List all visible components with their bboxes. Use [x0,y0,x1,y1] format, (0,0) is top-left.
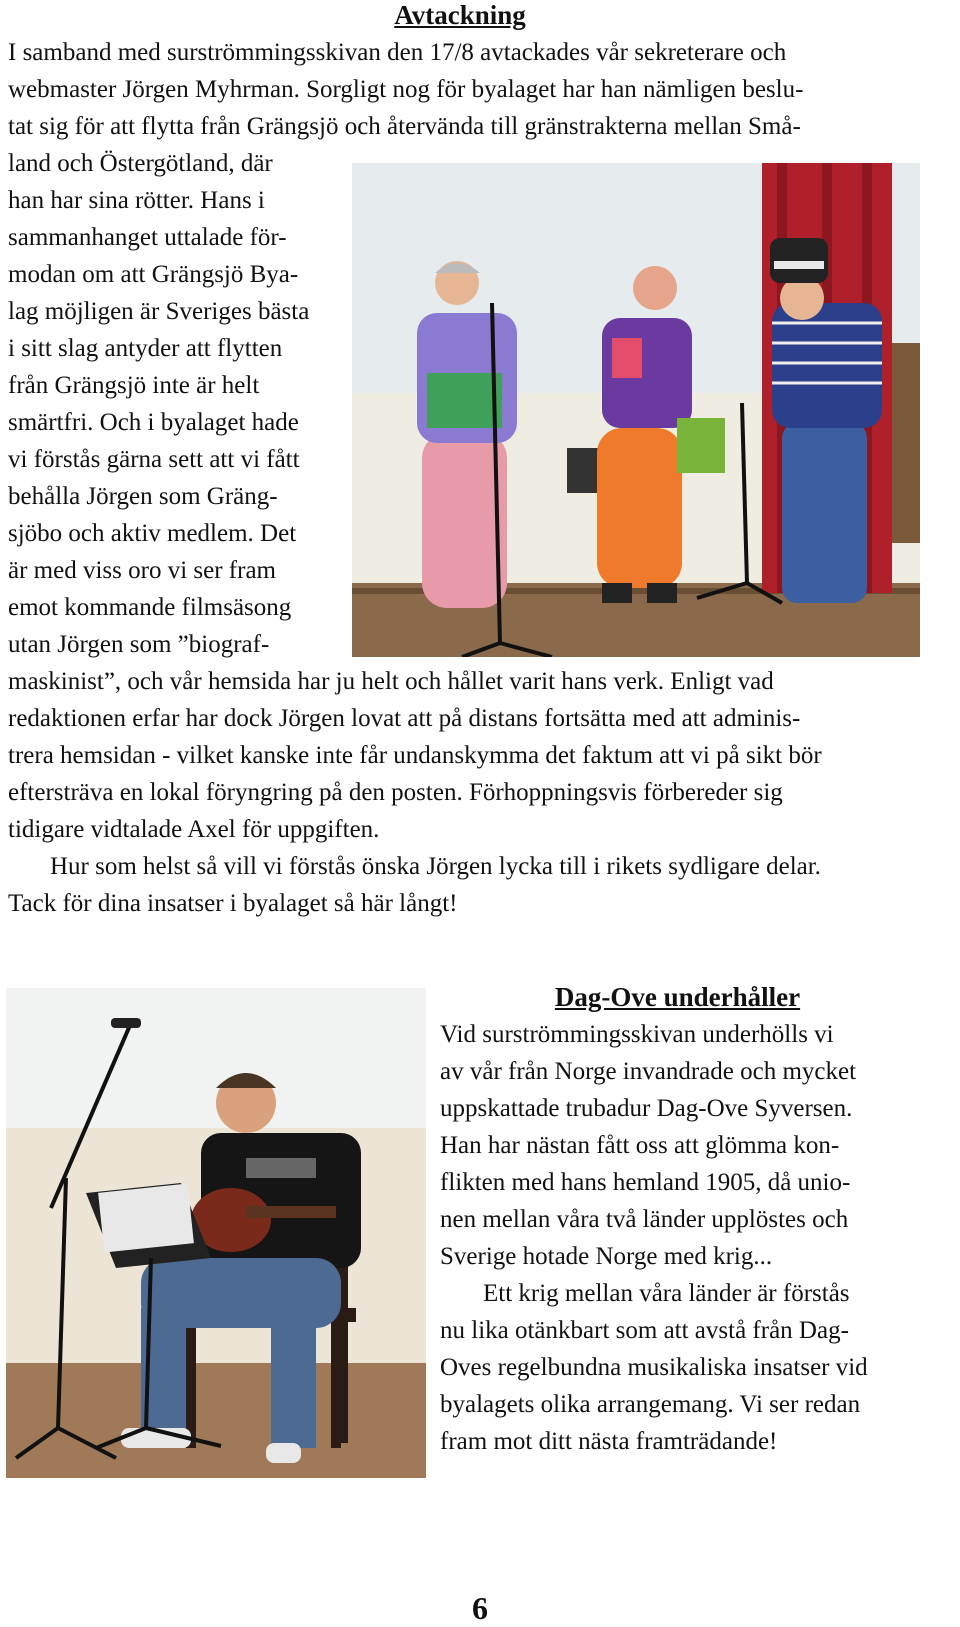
text-line: vi förstås gärna sett att vi fått [8,446,300,473]
text-line: nen mellan våra två länder upplöstes och [440,1206,849,1233]
text-line: tidigare vidtalade Axel för uppgiften. [8,816,380,843]
text-line: smärtfri. Och i byalaget hade [8,409,299,436]
text-line: från Grängsjö inte är helt [8,372,260,399]
photo-stage-farewell [352,163,920,657]
text-line: av vår från Norge invandrade och mycket [440,1058,857,1085]
text-line: i sitt slag antyder att flytten [8,335,283,362]
text-line: eftersträva en lokal föryngring på den posten. Förhoppningsvis förbereder sig [8,779,783,806]
page-number: 6 [472,1590,488,1626]
text-line: fram mot ditt nästa framträdande! [440,1428,778,1455]
text-line: flikten med hans hemland 1905, då unio- [440,1169,851,1196]
text-line: trera hemsidan - vilket kanske inte får undanskymma det faktum att vi på sikt bör [8,742,822,769]
text-line: sjöbo och aktiv medlem. Det [8,520,297,547]
text-line: han har sina rötter. Hans i [8,187,265,214]
text-line: Vid surströmmingsskivan underhölls vi [440,1021,834,1048]
text-line: tat sig för att flytta från Grängsjö och återvända till gränstrakterna mellan Små- [8,113,801,140]
text-line: maskinist”, och vår hemsida har ju helt och hållet varit hans verk. Enligt vad [8,668,774,695]
text-line: I samband med surströmmingsskivan den 17/8 avtackades vår sekreterare och [8,39,787,66]
article-title-avtackning: Avtackning [394,0,526,30]
text-line: Sverige hotade Norge med krig... [440,1243,773,1270]
text-line: Oves regelbundna musikaliska insatser vid [440,1354,868,1381]
text-line: land och Östergötland, där [8,150,273,177]
text-line: redaktionen erfar har dock Jörgen lovat att på distans fortsätta med att adminis- [8,705,801,732]
text-line: nu lika otänkbart som att avstå från Dag- [440,1317,849,1344]
text-line: Ett krig mellan våra länder är förstås [483,1280,850,1307]
text-line: behålla Jörgen som Gräng- [8,483,278,510]
text-line: modan om att Grängsjö Bya- [8,261,299,288]
photo-guitarist [6,988,426,1478]
text-line: webmaster Jörgen Myhrman. Sorgligt nog för byalaget har han nämligen beslu- [8,76,804,103]
text-line: emot kommande filmsäsong [8,594,292,621]
article-title-dag-ove: Dag-Ove underhåller [554,982,801,1012]
text-line: byalagets olika arrangemang. Vi ser redan [440,1391,861,1418]
text-line: utan Jörgen som ”biograf- [8,631,270,658]
text-line: sammanhanget uttalade för- [8,224,287,251]
text-line: Hur som helst så vill vi förstås önska Jörgen lycka till i rikets sydligare delar. [50,853,821,880]
text-line: Han har nästan fått oss att glömma kon- [440,1132,840,1159]
text-line: Tack för dina insatser i byalaget så här långt! [8,890,458,917]
text-line: uppskattade trubadur Dag-Ove Syversen. [440,1095,853,1122]
text-line: lag möjligen är Sveriges bästa [8,298,310,325]
text-line: är med viss oro vi ser fram [8,557,276,584]
